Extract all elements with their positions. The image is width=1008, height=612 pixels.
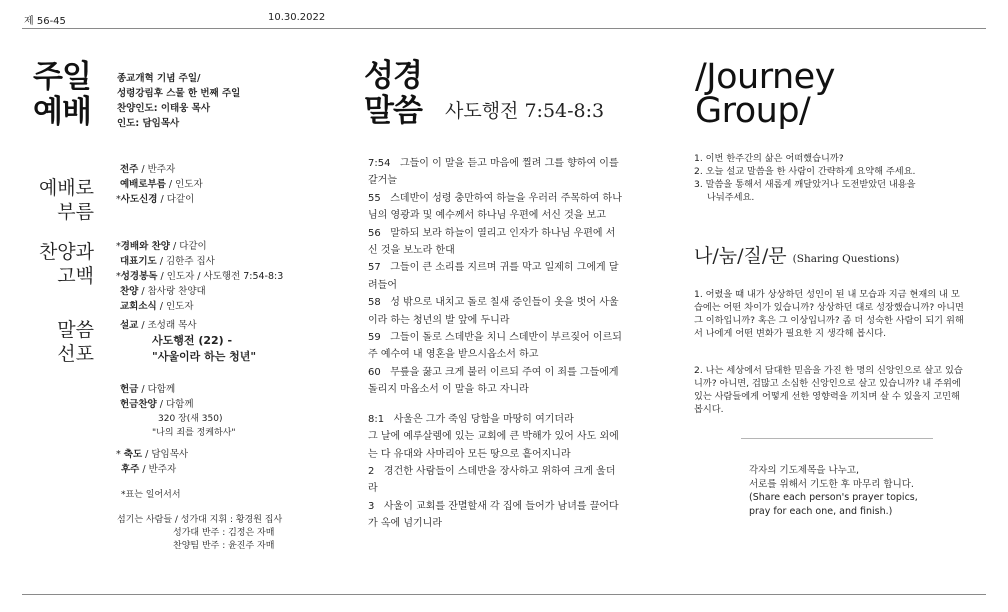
closing-instructions: 각자의 기도제목을 나누고, 서로를 위해서 기도한 후 마무리 합니다. (Share each person's prayer topics, pray for each one, and finish.) <box>749 465 918 517</box>
section-title-praise: 찬양과 고백 <box>38 241 94 287</box>
offering-song-line: 헌금찬양 / 다함께 <box>120 399 194 410</box>
scripture-line: 돌리지 마옵소서 이 말을 하고 자니라 <box>368 384 529 396</box>
sermon-subtitle: "사울이라 하는 청년" <box>152 350 257 363</box>
list-item: 3. 말씀을 통해서 새롭게 깨달았거나 도전받았던 내용을 <box>694 179 916 190</box>
scripture-line: 7:54 그들이 이 말을 듣고 마음에 찔려 그를 향하여 이를 <box>368 158 619 169</box>
scripture-line: 갈거늘 <box>368 175 397 187</box>
scripture-line: 8:1 사울은 그가 죽임 당함을 마땅히 여기더라 <box>368 413 574 425</box>
scripture-line <box>368 399 636 411</box>
call-list <box>116 162 203 207</box>
scripture-line: 2 경건한 사람들이 스데반을 장사하고 위하여 크게 울더 <box>368 465 616 477</box>
list-item: 나눠주세요. <box>707 192 755 203</box>
sermon-line: 설교 / 조성래 목사 <box>120 320 197 331</box>
closing-items <box>116 447 188 477</box>
scripture-line: 라 <box>368 483 378 495</box>
journey-title: /Journey Group/ <box>695 57 835 131</box>
offering-block <box>120 382 236 440</box>
scripture-line: 신 것을 보노라 한대 <box>368 245 455 257</box>
worship-title: 주일 예배 <box>33 59 91 130</box>
scripture-line: 58 성 밖으로 내치고 돌로 칠새 증인들이 옷을 벗어 사울 <box>368 297 619 309</box>
list-item: 1. 이번 한주간의 삶은 어떠했습니까? <box>694 153 844 164</box>
closing-divider <box>741 438 933 439</box>
list-item: 전주 / 반주자 <box>120 164 176 175</box>
list-item: 예배로부름 / 인도자 <box>120 179 203 190</box>
list-item: *성경봉독 / 인도자 / 사도행전 7:54-8:3 <box>116 271 284 282</box>
sharing-question-2: 2. 나는 세상에서 담대한 믿음을 가진 한 명의 신앙인으로 살고 있습니까? 아니면, 겁많고 소심한 신앙인으로 살고 있습니까? 내 주위에 있는 사람들에게 어떻게 선한 영향력을 끼치며 살 수 있을지 고민해 봅시다. <box>694 365 963 415</box>
scripture-line: 56 말하되 보라 하늘이 열리고 인자가 하나님 우편에 서 <box>368 227 616 239</box>
sermon-title: 사도행전 (22) - <box>152 334 233 347</box>
sharing-title: 나/눔/질/문 (Sharing Questions) <box>694 245 900 267</box>
scripture-line: 님의 영광과 및 예수께서 하나님 우편에 서신 것을 보고 <box>368 210 606 222</box>
scripture-line: 는 다 유대와 사마리아 모든 땅으로 흩어지니라 <box>368 448 571 460</box>
scripture-line: 이라 하는 청년의 발 앞에 두니라 <box>368 314 510 326</box>
top-divider <box>22 28 986 29</box>
offering-line: 헌금 / 다함께 <box>120 384 176 395</box>
scripture-title: 성경 말씀 <box>364 58 422 129</box>
scripture-line: 57 그들이 큰 소리를 지르며 귀를 막고 일제히 그에게 달 <box>368 262 619 274</box>
hymn-number: 320 장(새 350) <box>158 414 223 424</box>
scripture-line: 주 예수여 내 영혼을 받으시옵소서 하고 <box>368 349 539 361</box>
stand-note: *표는 일어서서 <box>121 490 181 500</box>
scripture-line: 려들어 <box>368 279 397 291</box>
section-title-call: 예배로 부름 <box>38 177 94 223</box>
list-item: 2. 오늘 설교 말씀을 한 사람이 간략하게 요약해 주세요. <box>694 166 916 177</box>
bulletin-date: 10.30.2022 <box>268 12 326 23</box>
sermon-block <box>120 318 256 365</box>
list-item: 찬양 / 참사랑 찬양대 <box>120 286 206 297</box>
scripture-line: 그 날에 예루살렘에 있는 교회에 큰 박해가 있어 사도 외에 <box>368 431 619 443</box>
scripture-line: 55 스데반이 성령 충만하여 하늘을 우러러 주목하여 하나 <box>368 192 622 204</box>
list-item: 후주 / 반주자 <box>121 464 177 475</box>
scripture-text <box>368 155 636 533</box>
section-title-sermon: 말씀 선포 <box>57 319 94 365</box>
scripture-line: 가 옥에 넘기니라 <box>368 518 442 530</box>
worship-subtitle: 종교개혁 기념 주일/ 성령강림후 스물 한 번째 주일 찬양인도: 이태웅 목사 인도: 담임목사 <box>117 73 241 129</box>
issue-number: 제 56-45 <box>24 16 66 27</box>
scripture-line: 3 사울이 교회를 잔멸할새 각 집에 들어가 남녀를 끌어다 <box>368 500 619 512</box>
servers-list: 섬기는 사람들 / 성가대 지휘 : 황경원 집사 성가대 반주 : 김정은 자매 찬양팀 반주 : 윤진주 자매 <box>117 515 283 551</box>
scripture-line: 60 무릎을 꿇고 크게 불러 이르되 주여 이 죄를 그들에게 <box>368 366 619 378</box>
bottom-divider <box>22 594 986 595</box>
journey-questions <box>694 152 916 204</box>
praise-list <box>116 239 283 314</box>
scripture-line: 59 그들이 돌로 스데반을 치니 스데반이 부르짖어 이르되 <box>368 332 622 344</box>
list-item: 교회소식 / 인도자 <box>120 301 194 312</box>
scripture-reference: 사도행전 7:54-8:3 <box>445 100 605 122</box>
list-item: *사도신경 / 다같이 <box>116 194 195 205</box>
list-item: 대표기도 / 김한주 집사 <box>120 256 215 267</box>
list-item: *경배와 찬양 / 다같이 <box>116 241 207 252</box>
hymn-title: "나의 죄를 정케하사" <box>152 428 236 438</box>
sharing-question-1: 1. 어렸을 때 내가 상상하던 성인이 된 내 모습과 지금 현재의 내 모습에는 어떤 차이가 있습니까? 상상하던 대로 성장했습니까? 아니면 그 이하입니까? 혹은 그 이상입니까? 좀 더 성숙한 사람이 되기 위해서 나에게 어떤 변화가 필요한 지 생각해 봅시다. <box>694 289 964 339</box>
list-item: * 축도 / 담임목사 <box>116 449 189 460</box>
